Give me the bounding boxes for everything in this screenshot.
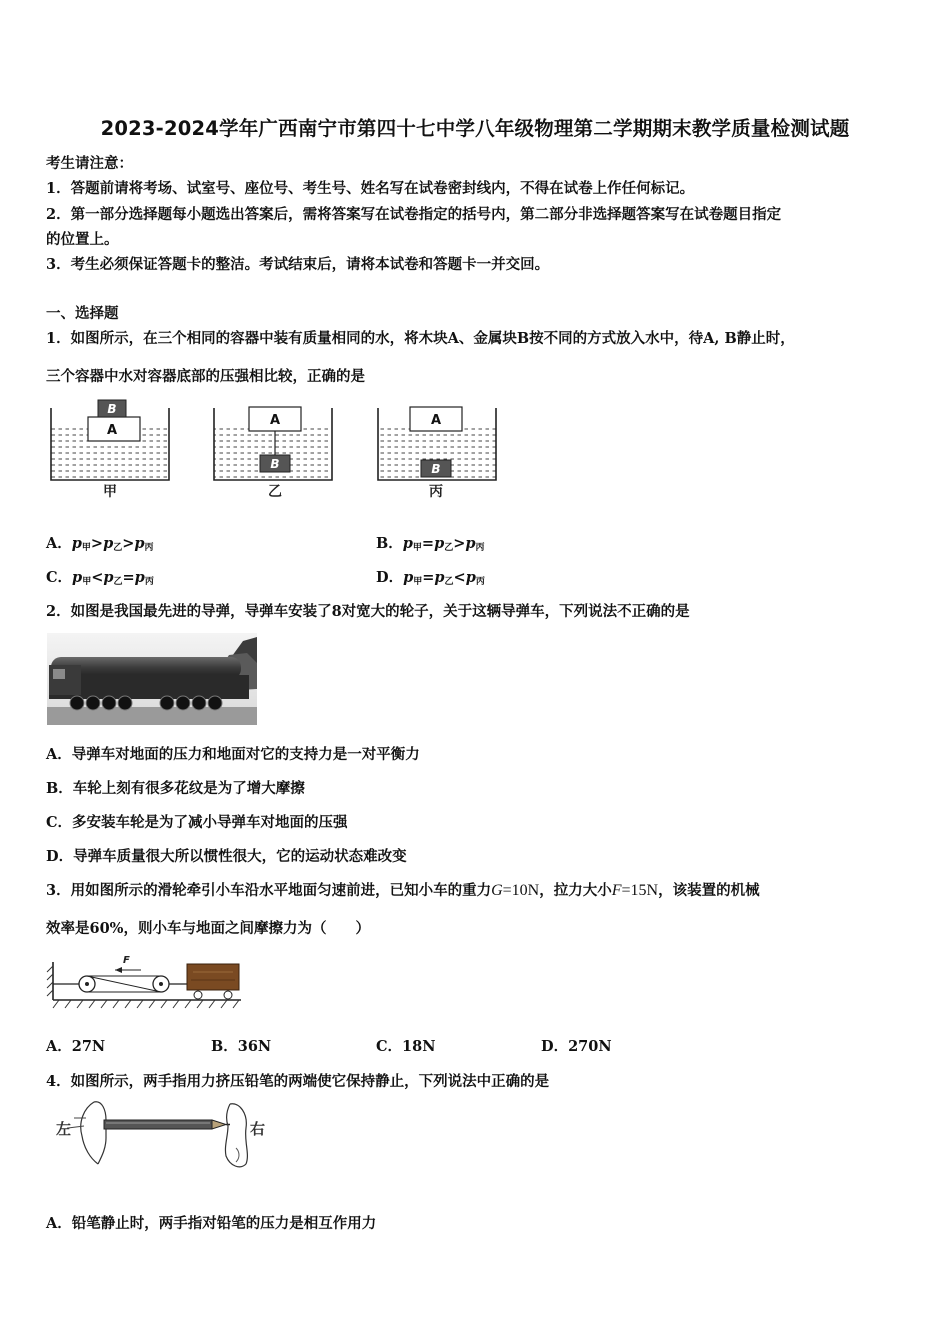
option-d: D．$p_甲=p_乙<p_丙$ xyxy=(376,569,485,587)
svg-text:A: A xyxy=(269,413,281,428)
option-a: A．27N xyxy=(46,1038,106,1055)
option-c: C．$p_甲<p_乙=p_丙$ xyxy=(46,569,154,587)
missile-truck-photo xyxy=(47,633,257,725)
svg-text:B: B xyxy=(107,402,117,416)
question-1-stem-cont: 三个容器中水对容器底部的压强相比较，正确的是 xyxy=(46,368,365,385)
pencil xyxy=(104,1120,212,1129)
notice-item: 的位置上。 xyxy=(46,231,119,248)
option-a: A．$p_甲>p_乙>p_丙$ xyxy=(46,535,154,553)
right-finger xyxy=(225,1104,247,1167)
option-a: A．铅笔静止时，两手指对铅笔的压力是相互作用力 xyxy=(46,1215,377,1232)
option-d: D．270N xyxy=(541,1038,612,1055)
container-bing xyxy=(378,407,496,500)
figure-label: 乙 xyxy=(268,484,282,500)
option-b: B．$p_甲=p_乙>p_丙$ xyxy=(376,535,485,553)
containers-figure xyxy=(44,396,514,504)
option-c: C．18N xyxy=(376,1038,436,1055)
question-4-stem: 4．如图所示，两手指用力挤压铅笔的两端使它保持静止，下列说法中正确的是 xyxy=(46,1073,550,1090)
option-d: D．导弹车质量很大所以惯性很大，它的运动状态难改变 xyxy=(46,848,407,865)
pulley-figure xyxy=(45,950,245,1014)
notice-item: 1．答题前请将考场、试室号、座位号、考生号、姓名写在试卷密封线内，不得在试卷上作任何标记。 xyxy=(46,180,695,197)
figure-label: 甲 xyxy=(103,484,117,500)
notice-item: 3．考生必须保证答题卡的整洁。考试结束后，请将本试卷和答题卡一并交回。 xyxy=(46,256,550,273)
question-3-stem-cont: 效率是60%，则小车与地面之间摩擦力为（ ） xyxy=(46,920,370,937)
container-yi xyxy=(214,407,332,500)
svg-text:B: B xyxy=(431,462,441,476)
svg-text:A: A xyxy=(106,423,118,438)
container-jia xyxy=(51,400,169,500)
option-b: B．车轮上刻有很多花纹是为了增大摩擦 xyxy=(46,780,305,797)
option-b: B．36N xyxy=(211,1038,272,1055)
figure-label: 丙 xyxy=(429,484,443,500)
svg-text:B: B xyxy=(270,457,280,471)
question-1-stem: 1．如图所示，在三个相同的容器中装有质量相同的水，将木块A、金属块B按不同的方式放入水中，待A, B静止时， xyxy=(46,330,795,347)
cart xyxy=(187,964,239,990)
section-heading: 一、选择题 xyxy=(46,305,119,322)
left-label: 左 xyxy=(56,1120,72,1138)
question-3-stem: 3．用如图所示的滑轮牵引小车沿水平地面匀速前进，已知小车的重力G=10N，拉力大小F=15N，该装置的机械 xyxy=(46,882,760,899)
question-2-stem: 2．如图是我国最先进的导弹，导弹车安装了8对宽大的轮子，关于这辆导弹车，下列说法不正确的是 xyxy=(46,603,690,620)
svg-text:A: A xyxy=(430,413,442,428)
option-c: C．多安装车轮是为了减小导弹车对地面的压强 xyxy=(46,814,348,831)
option-a: A．导弹车对地面的压力和地面对它的支持力是一对平衡力 xyxy=(46,746,420,763)
right-label: 右 xyxy=(250,1120,266,1138)
force-label: F xyxy=(123,955,130,966)
left-finger xyxy=(81,1102,106,1164)
page-title: 2023-2024学年广西南宁市第四十七中学八年级物理第二学期期末教学质量检测试题 xyxy=(100,117,850,140)
pencil-figure xyxy=(54,1098,274,1174)
notice-item: 2．第一部分选择题每小题选出答案后，需将答案写在试卷指定的括号内，第二部分非选择题答案写在试卷题目指定 xyxy=(46,206,782,223)
notice-heading: 考生请注意： xyxy=(46,155,133,172)
